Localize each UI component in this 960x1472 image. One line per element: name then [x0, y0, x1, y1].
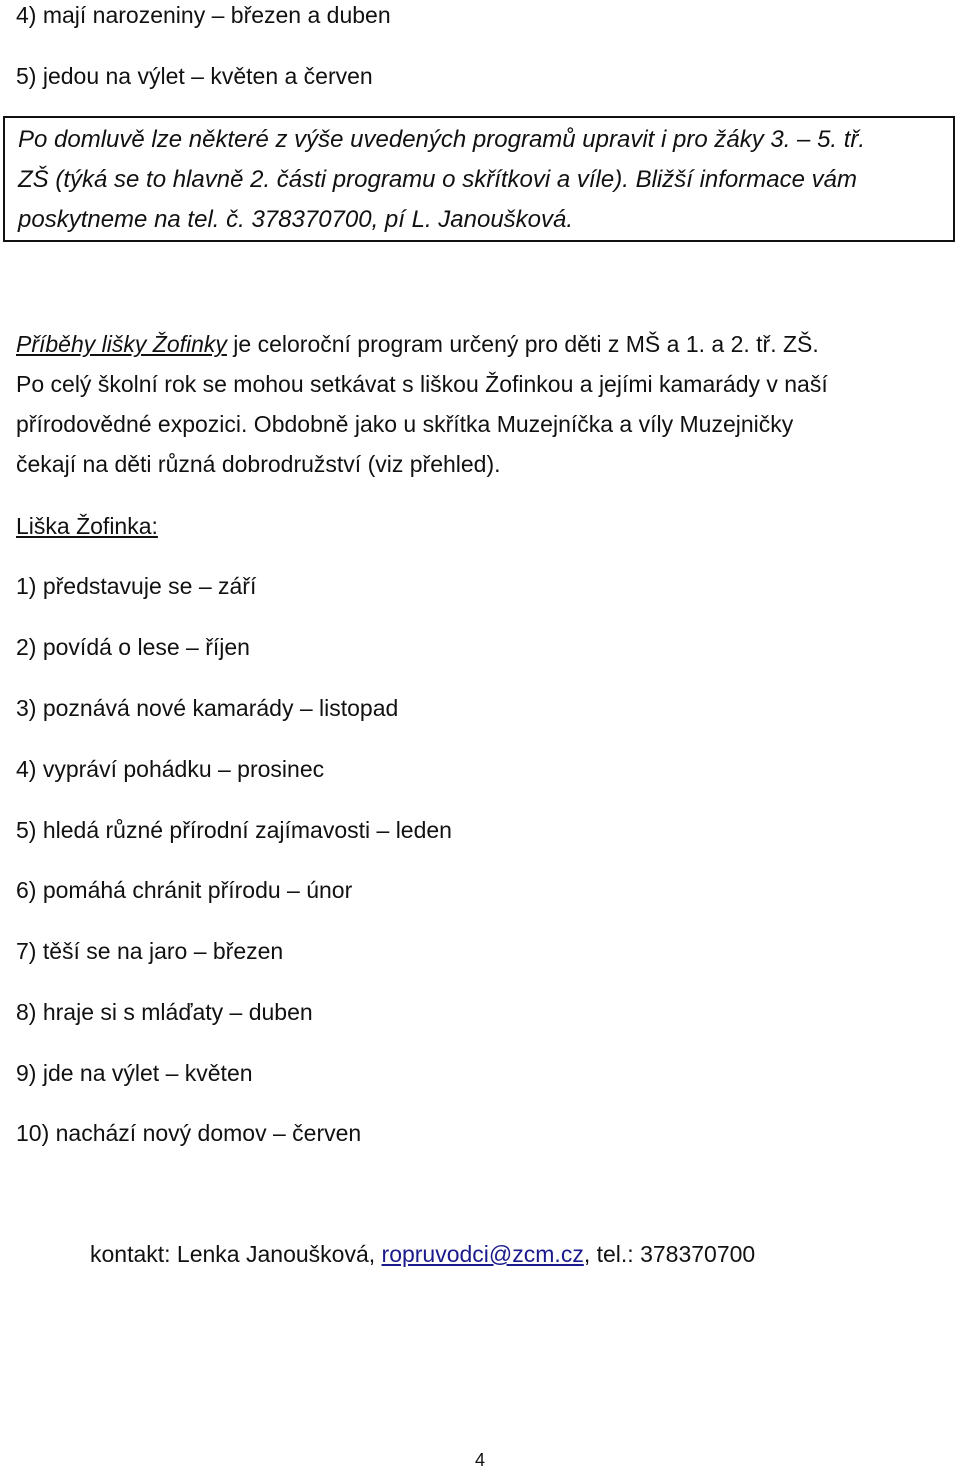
list-item: 1) představuje se – září — [16, 573, 257, 599]
list-item: 2) povídá o lese – říjen — [16, 634, 250, 660]
intro-line: čekají na děti různá dobrodružství (viz přehled). — [16, 451, 501, 477]
contact-line — [90, 1239, 755, 1269]
contact-suffix: , tel.: 378370700 — [583, 1241, 756, 1267]
page-number: 4 — [474, 1450, 485, 1470]
list-item: 4) mají narozeniny – březen a duben — [16, 2, 391, 28]
list-item: 6) pomáhá chránit přírodu – únor — [16, 877, 353, 903]
info-box-line: Po domluvě lze některé z výše uvedených programů upravit i pro žáky 3. – 5. tř. — [18, 126, 866, 153]
info-box — [3, 116, 955, 242]
section-heading: Liška Žofinka: — [16, 513, 158, 539]
list-item: 4) vypráví pohádku – prosinec — [16, 756, 325, 782]
info-box-line: poskytneme na tel. č. 378370700, pí L. Janoušková. — [18, 206, 574, 233]
intro-line — [16, 329, 819, 359]
info-box-line: ZŠ (týká se to hlavně 2. části programu o skřítkovi a víle). Bližší informace vám — [18, 166, 857, 193]
list-item: 9) jde na výlet – květen — [16, 1060, 253, 1086]
list-item: 5) jedou na výlet – květen a červen — [16, 63, 373, 89]
list-item: 7) těší se na jaro – březen — [16, 938, 284, 964]
contact-email-link[interactable]: ropruvodci@zcm.cz — [381, 1241, 584, 1267]
intro-line: Po celý školní rok se mohou setkávat s liškou Žofinkou a jejími kamarády v naší — [16, 371, 828, 397]
program-name: Příběhy lišky Žofinky — [16, 331, 227, 357]
list-item: 8) hraje si s mláďaty – duben — [16, 999, 313, 1025]
list-item: 3) poznává nové kamarády – listopad — [16, 695, 399, 721]
list-item: 5) hledá různé přírodní zajímavosti – leden — [16, 817, 452, 843]
contact-prefix: kontakt: Lenka Janoušková, — [90, 1241, 382, 1267]
intro-line-rest: je celoroční program určený pro děti z MŠ a 1. a 2. tř. ZŠ. — [226, 331, 819, 357]
intro-line: přírodovědné expozici. Obdobně jako u skřítka Muzejníčka a víly Muzejničky — [16, 411, 794, 437]
list-item: 10) nachází nový domov – červen — [16, 1120, 362, 1146]
